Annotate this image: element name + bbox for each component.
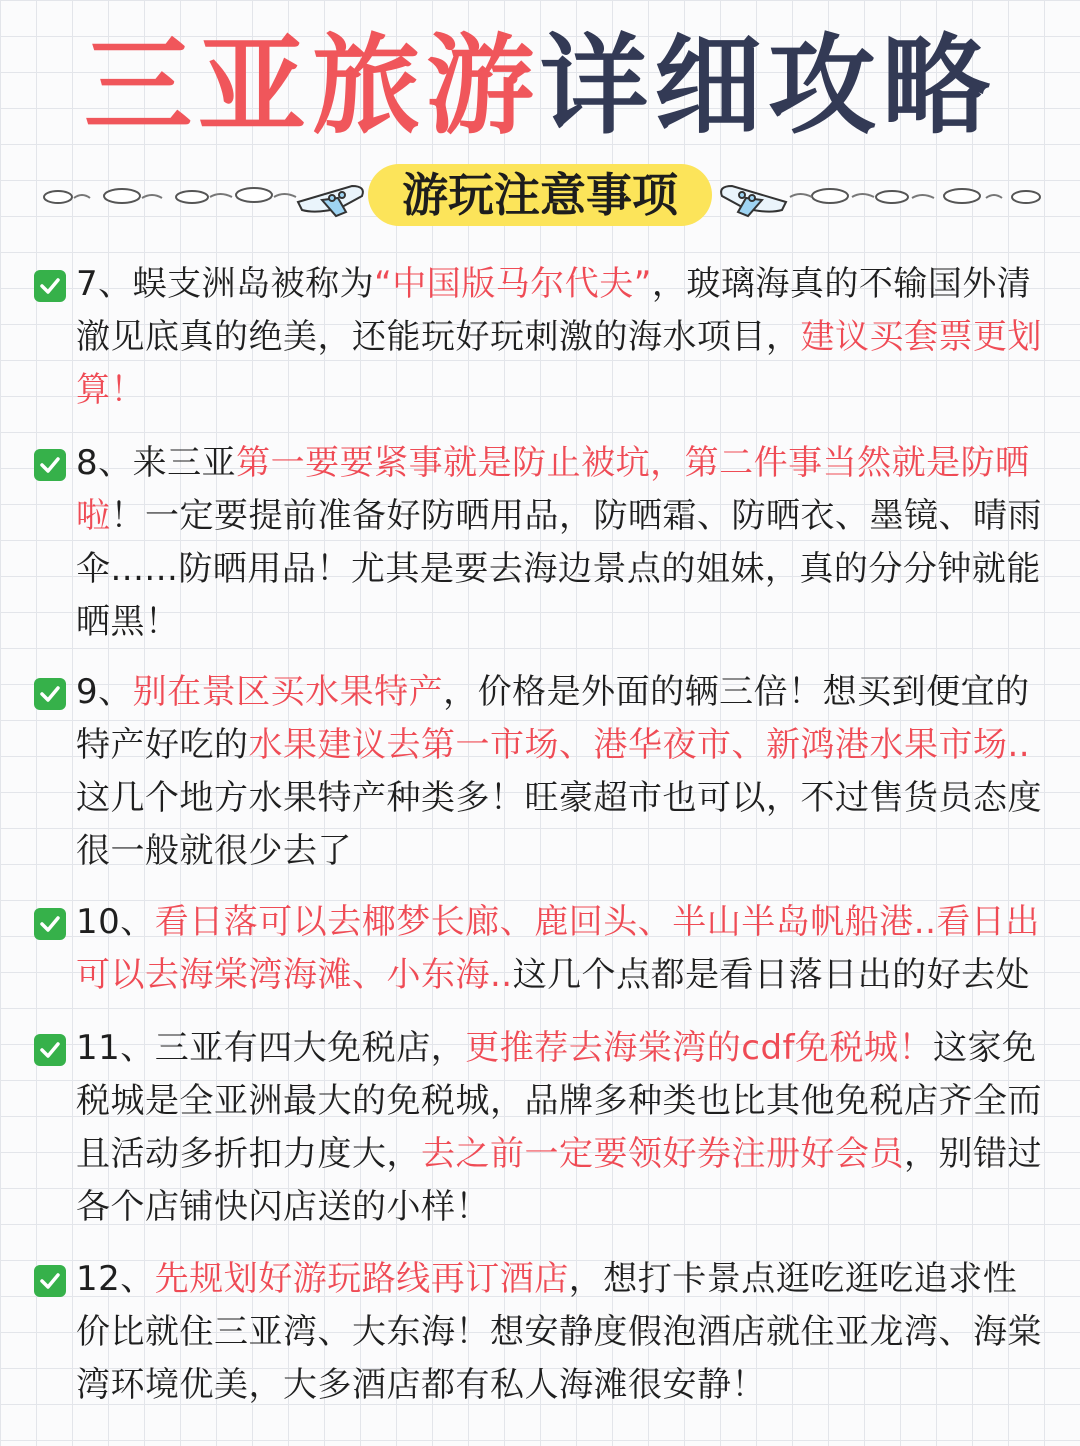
tip-segment: 9、 xyxy=(76,672,133,712)
tip-segment: 7、蜈支洲岛被称为 xyxy=(76,264,375,304)
tip-item-12 xyxy=(34,1253,1046,1412)
tip-highlight: 更推荐去海棠湾的cdf免税城！ xyxy=(465,1028,934,1068)
tip-segment: ，价格是外面的辆三倍！想买到便宜的特产好吃的 xyxy=(76,672,1030,765)
tip-segment: 11、三亚有四大免税店， xyxy=(76,1028,466,1068)
tip-highlight: 水果建议去第一市场、港华夜市、新鸿港水果市场.. xyxy=(248,725,1031,765)
tip-highlight: 先规划好游玩路线再订酒店 xyxy=(154,1259,569,1299)
check-icon xyxy=(34,1265,66,1297)
tip-segment: 8、来三亚 xyxy=(76,443,237,483)
tip-item-8 xyxy=(34,437,1046,649)
title-navy-part: 详细攻略 xyxy=(540,24,997,149)
tip-segment: ！一定要提前准备好防晒用品，防晒霜、防晒衣、墨镜、晴雨伞......防晒用品！尤其是要去海边景点的姐妹，真的分分钟就能晒黑！ xyxy=(76,496,1042,642)
tip-text xyxy=(34,1253,1046,1412)
subtitle-pill: 游玩注意事项 xyxy=(368,164,712,226)
clouds-airplane-decoration-left xyxy=(40,160,370,230)
tip-segment: 这几个点都是看日落日出的好去处 xyxy=(512,955,1031,995)
clouds-airplane-decoration-right xyxy=(714,160,1044,230)
tip-highlight: 别在景区买水果特产 xyxy=(132,672,444,712)
tip-item-7 xyxy=(34,258,1046,417)
tip-segment: ，玻璃海真的不输国外清澈见底真的绝美，还能玩好玩刺激的海水项目， xyxy=(76,264,1032,357)
tip-segment: 12、 xyxy=(76,1259,155,1299)
check-icon xyxy=(34,1034,66,1066)
tip-item-10 xyxy=(34,896,1046,1002)
tip-highlight: “中国版马尔代夫” xyxy=(374,264,652,304)
tip-text xyxy=(34,258,1046,417)
tip-highlight: 建议买套票更划算！ xyxy=(76,317,1042,410)
tip-item-9 xyxy=(34,666,1046,878)
tip-highlight: 看日落可以去椰梦长廊、鹿回头、半山半岛帆船港..看日出可以去海棠湾海滩、小东海.. xyxy=(76,902,1040,995)
tip-text xyxy=(34,1022,1046,1234)
check-icon xyxy=(34,270,66,302)
check-icon xyxy=(34,908,66,940)
tip-text xyxy=(34,437,1046,649)
tip-segment: 这家免税城是全亚洲最大的免税城，品牌多种类也比其他免税店齐全而且活动多折扣力度大， xyxy=(76,1028,1042,1174)
check-icon xyxy=(34,678,66,710)
tip-text xyxy=(34,896,1046,1002)
check-icon xyxy=(34,449,66,481)
tip-text xyxy=(34,666,1046,878)
tip-segment: 这几个地方水果特产种类多！旺豪超市也可以，不过售货员态度很一般就很少去了 xyxy=(76,778,1042,871)
title-red-part: 三亚旅游 xyxy=(83,24,540,149)
subtitle-row xyxy=(0,160,1080,230)
tip-segment: 10、 xyxy=(76,902,155,942)
tip-segment: ，别错过各个店铺快闪店送的小样！ xyxy=(76,1134,1042,1227)
page-title xyxy=(0,22,1080,152)
tip-highlight: 第一要要紧事就是防止被坑，第二件事当然就是防晒啦 xyxy=(76,443,1030,536)
tip-item-11 xyxy=(34,1022,1046,1234)
tip-segment: ，想打卡景点逛吃逛吃追求性价比就住三亚湾、大东海！想安静度假泡酒店就住亚龙湾、海棠湾环境优美，大多酒店都有私人海滩很安静！ xyxy=(76,1259,1042,1405)
tip-highlight: 去之前一定要领好券注册好会员 xyxy=(421,1134,904,1174)
